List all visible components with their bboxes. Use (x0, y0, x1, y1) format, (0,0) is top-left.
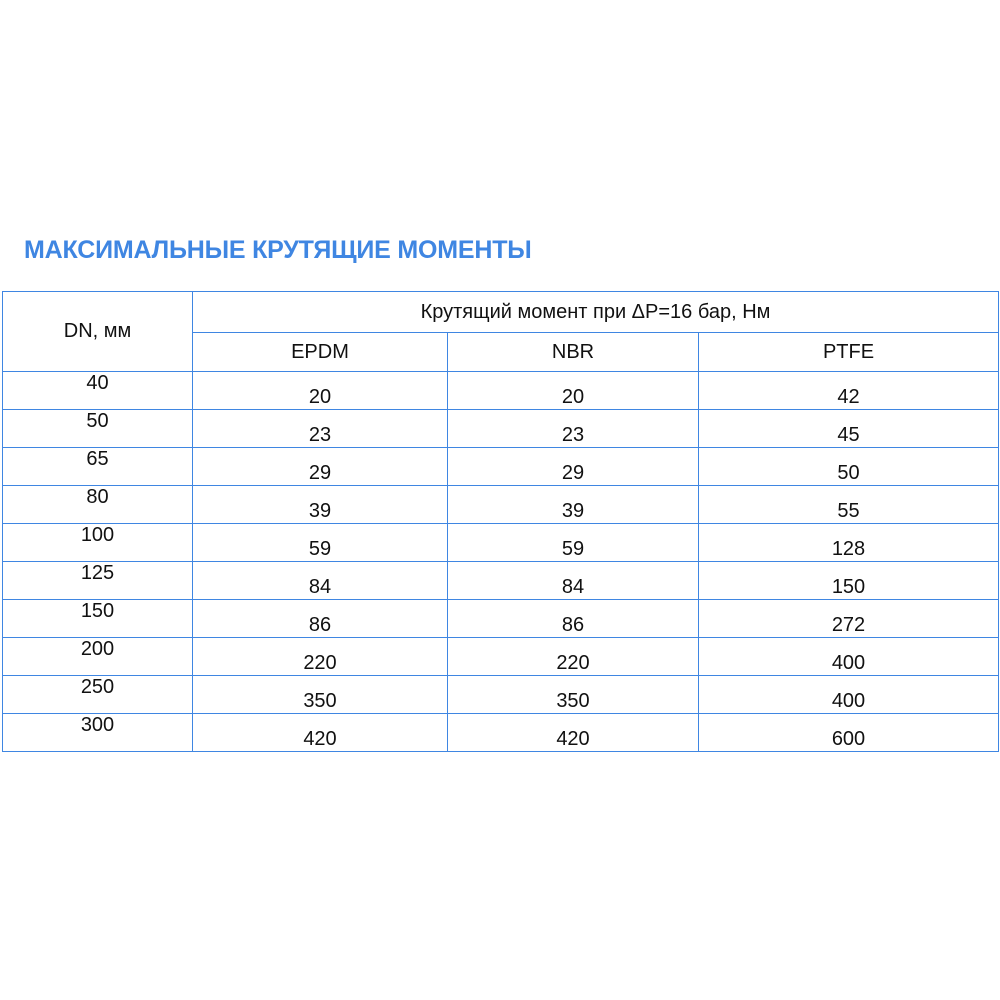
nbr-cell: 23 (448, 410, 699, 448)
table-row (3, 372, 999, 410)
ptfe-cell: 400 (699, 638, 999, 676)
epdm-cell: 59 (193, 524, 448, 562)
dn-cell: 150 (3, 600, 193, 638)
table-row (3, 448, 999, 486)
ptfe-cell: 128 (699, 524, 999, 562)
ptfe-cell: 150 (699, 562, 999, 600)
dn-cell: 300 (3, 714, 193, 752)
nbr-cell: 220 (448, 638, 699, 676)
table-row (3, 562, 999, 600)
ptfe-cell: 600 (699, 714, 999, 752)
torque-table (2, 291, 999, 752)
ptfe-cell: 50 (699, 448, 999, 486)
epdm-cell: 84 (193, 562, 448, 600)
dn-cell: 65 (3, 448, 193, 486)
ptfe-cell: 400 (699, 676, 999, 714)
ptfe-cell: 42 (699, 372, 999, 410)
nbr-cell: 350 (448, 676, 699, 714)
page-title: МАКСИМАЛЬНЫЕ КРУТЯЩИЕ МОМЕНТЫ (24, 236, 532, 264)
table-row (3, 638, 999, 676)
column-header-ptfe: PTFE (699, 333, 999, 372)
dn-cell: 200 (3, 638, 193, 676)
dn-cell: 80 (3, 486, 193, 524)
torque-group-header: Крутящий момент при ΔР=16 бар, Нм (193, 292, 999, 333)
ptfe-cell: 272 (699, 600, 999, 638)
table-body (3, 372, 999, 752)
ptfe-cell: 55 (699, 486, 999, 524)
epdm-cell: 39 (193, 486, 448, 524)
table-row (3, 714, 999, 752)
epdm-cell: 29 (193, 448, 448, 486)
table-row (3, 676, 999, 714)
table-row (3, 486, 999, 524)
epdm-cell: 220 (193, 638, 448, 676)
nbr-cell: 29 (448, 448, 699, 486)
dn-cell: 40 (3, 372, 193, 410)
table-header (3, 292, 999, 372)
epdm-cell: 23 (193, 410, 448, 448)
epdm-cell: 20 (193, 372, 448, 410)
dn-cell: 100 (3, 524, 193, 562)
nbr-cell: 84 (448, 562, 699, 600)
dn-cell: 250 (3, 676, 193, 714)
epdm-cell: 86 (193, 600, 448, 638)
nbr-cell: 420 (448, 714, 699, 752)
nbr-cell: 39 (448, 486, 699, 524)
header-row-group (3, 292, 999, 333)
dn-cell: 125 (3, 562, 193, 600)
table-row (3, 524, 999, 562)
column-header-epdm: EPDM (193, 333, 448, 372)
table-row (3, 600, 999, 638)
epdm-cell: 420 (193, 714, 448, 752)
dn-column-header: DN, мм (3, 292, 193, 372)
ptfe-cell: 45 (699, 410, 999, 448)
nbr-cell: 59 (448, 524, 699, 562)
nbr-cell: 86 (448, 600, 699, 638)
dn-cell: 50 (3, 410, 193, 448)
table-row (3, 410, 999, 448)
epdm-cell: 350 (193, 676, 448, 714)
nbr-cell: 20 (448, 372, 699, 410)
column-header-nbr: NBR (448, 333, 699, 372)
